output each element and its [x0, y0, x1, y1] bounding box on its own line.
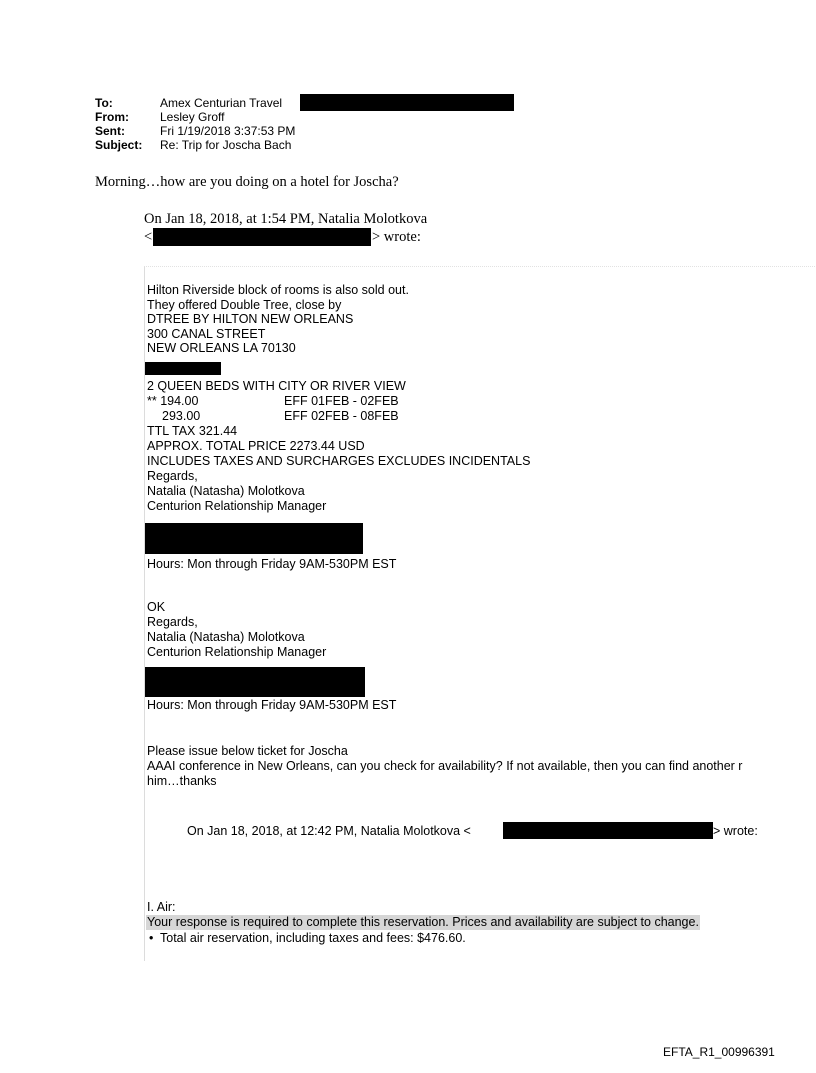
quote-wrote: > wrote: — [372, 229, 421, 245]
rate1-amount: ** 194.00 — [147, 394, 199, 408]
request-line: him…thanks — [147, 774, 217, 788]
signature-title: Centurion Relationship Manager — [147, 499, 327, 513]
hours: Hours: Mon through Friday 9AM-530PM EST — [147, 698, 397, 712]
hotel-name: DTREE BY HILTON NEW ORLEANS — [147, 312, 354, 326]
rate2-effective: EFF 02FEB - 08FEB — [284, 409, 399, 423]
redaction-box — [145, 523, 363, 554]
quote-attribution: On Jan 18, 2018, at 1:54 PM, Natalia Molotkova — [144, 211, 428, 227]
total-tax: TTL TAX 321.44 — [147, 424, 238, 438]
signature-name: Natalia (Natasha) Molotkova — [147, 484, 305, 498]
room-type: 2 QUEEN BEDS WITH CITY OR RIVER VIEW — [147, 379, 406, 393]
redaction-box — [145, 667, 365, 697]
reservation-notice: Your response is required to complete this reservation. Prices and availability are subject to change. — [147, 915, 699, 929]
redaction-box — [145, 362, 221, 375]
from-label: From: — [95, 110, 129, 124]
quoted-thread — [144, 266, 816, 961]
redaction-box — [153, 228, 371, 246]
air-heading: I. Air: — [147, 900, 176, 914]
regards: Regards, — [147, 469, 198, 483]
subject-label: Subject: — [95, 138, 143, 152]
total-price: APPROX. TOTAL PRICE 2273.44 USD — [147, 439, 365, 453]
rate1-effective: EFF 01FEB - 02FEB — [284, 394, 399, 408]
includes-note: INCLUDES TAXES AND SURCHARGES EXCLUDES INCIDENTALS — [147, 454, 531, 468]
quote-wrote: > wrote: — [713, 824, 758, 838]
hotel-city: NEW ORLEANS LA 70130 — [147, 341, 296, 355]
redaction-box — [503, 822, 713, 839]
regards: Regards, — [147, 615, 198, 629]
request-line: Please issue below ticket for Joscha — [147, 744, 348, 758]
line: They offered Double Tree, close by — [147, 297, 342, 312]
bullet: • — [149, 931, 154, 945]
hotel-street: 300 CANAL STREET — [147, 326, 266, 341]
ok-line: OK — [147, 600, 166, 614]
total-air: Total air reservation, including taxes and fees: $476.60. — [160, 931, 466, 945]
signature-title: Centurion Relationship Manager — [147, 645, 327, 659]
sent-value: Fri 1/19/2018 3:37:53 PM — [160, 124, 296, 138]
line: Hilton Riverside block of rooms is also sold out. — [147, 283, 409, 297]
quote-attribution: On Jan 18, 2018, at 12:42 PM, Natalia Molotkova < — [187, 824, 471, 838]
to-value: Amex Centurian Travel — [160, 96, 283, 110]
redaction-box — [300, 94, 514, 111]
hours: Hours: Mon through Friday 9AM-530PM EST — [147, 557, 397, 571]
hotel-message — [147, 283, 409, 356]
document-id: EFTA_R1_00996391 — [663, 1045, 775, 1059]
from-value: Lesley Groff — [160, 110, 225, 124]
sent-label: Sent: — [95, 124, 125, 138]
rate2-amount: 293.00 — [162, 409, 201, 423]
signature-name: Natalia (Natasha) Molotkova — [147, 630, 305, 644]
quote-lt: < — [144, 229, 153, 245]
reply-body: Morning…how are you doing on a hotel for Joscha? — [95, 174, 399, 190]
request-line: AAAI conference in New Orleans, can you check for availability? If not available, then you can find another r — [147, 759, 743, 773]
subject-value: Re: Trip for Joscha Bach — [160, 138, 292, 152]
to-label: To: — [95, 96, 113, 110]
